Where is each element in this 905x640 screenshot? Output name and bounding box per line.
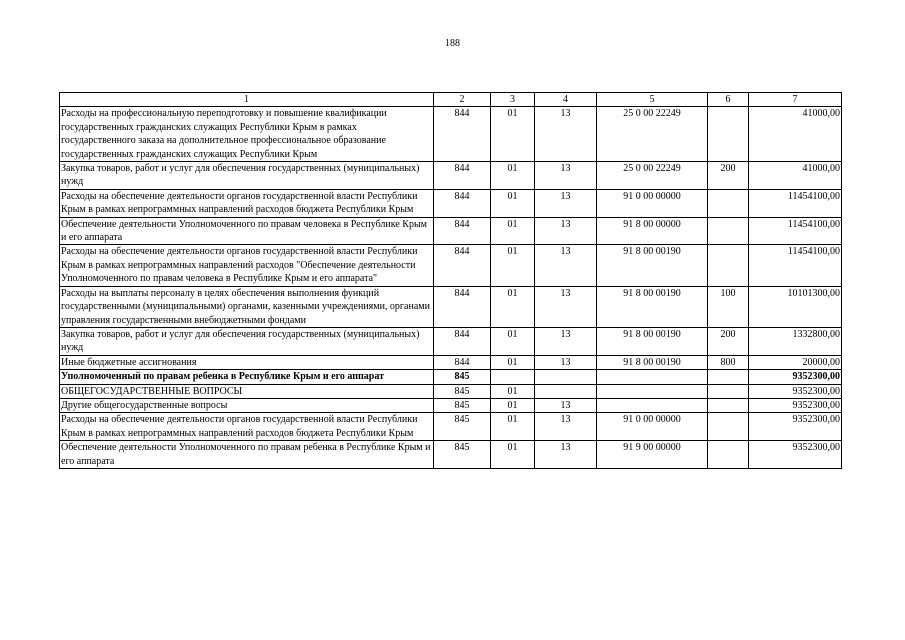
table-row (60, 370, 842, 384)
expense-type-code (708, 107, 749, 162)
expense-type-code: 200 (708, 162, 749, 190)
subsection-code: 13 (535, 162, 597, 190)
amount-value: 9352300,00 (749, 370, 842, 384)
ministry-code: 844 (434, 189, 491, 217)
column-header: 7 (749, 93, 842, 107)
table-row (60, 398, 842, 412)
ministry-code: 845 (434, 384, 491, 398)
table-row (60, 413, 842, 441)
table-row (60, 189, 842, 217)
amount-value: 41000,00 (749, 107, 842, 162)
section-code: 01 (491, 327, 535, 355)
table-row (60, 286, 842, 327)
amount-value: 9352300,00 (749, 441, 842, 469)
row-description: ОБЩЕГОСУДАРСТВЕННЫЕ ВОПРОСЫ (60, 384, 434, 398)
ministry-code: 845 (434, 413, 491, 441)
subsection-code: 13 (535, 107, 597, 162)
expense-type-code (708, 384, 749, 398)
subsection-code: 13 (535, 189, 597, 217)
expense-type-code: 800 (708, 355, 749, 369)
column-header: 4 (535, 93, 597, 107)
ministry-code: 844 (434, 286, 491, 327)
ministry-code: 844 (434, 245, 491, 286)
row-description: Уполномоченный по правам ребенка в Республике Крым и его аппарат (60, 370, 434, 384)
ministry-code: 844 (434, 217, 491, 245)
expense-type-code: 200 (708, 327, 749, 355)
row-description: Иные бюджетные ассигнования (60, 355, 434, 369)
section-code: 01 (491, 162, 535, 190)
section-code: 01 (491, 286, 535, 327)
section-code: 01 (491, 398, 535, 412)
expense-type-code: 100 (708, 286, 749, 327)
table-row (60, 245, 842, 286)
subsection-code (535, 384, 597, 398)
target-article-code (597, 370, 708, 384)
table-row (60, 162, 842, 190)
section-code: 01 (491, 217, 535, 245)
column-header: 6 (708, 93, 749, 107)
subsection-code: 13 (535, 217, 597, 245)
amount-value: 11454100,00 (749, 189, 842, 217)
amount-value: 41000,00 (749, 162, 842, 190)
table-row (60, 107, 842, 162)
section-code: 01 (491, 413, 535, 441)
target-article-code: 25 0 00 22249 (597, 107, 708, 162)
row-description: Обеспечение деятельности Уполномоченного по правам ребенка в Республике Крым и его аппарата (60, 441, 434, 469)
section-code: 01 (491, 245, 535, 286)
ministry-code: 845 (434, 441, 491, 469)
target-article-code (597, 384, 708, 398)
amount-value: 9352300,00 (749, 398, 842, 412)
table-row (60, 327, 842, 355)
target-article-code (597, 398, 708, 412)
section-code: 01 (491, 189, 535, 217)
row-description: Закупка товаров, работ и услуг для обеспечения государственных (муниципальных) нужд (60, 162, 434, 190)
subsection-code (535, 370, 597, 384)
section-code: 01 (491, 107, 535, 162)
target-article-code: 25 0 00 22249 (597, 162, 708, 190)
row-description: Расходы на выплаты персоналу в целях обеспечения выполнения функций государственными (муниципальными) органами, казенными учреждениями, органами управления государственными внебюджетными фондами (60, 286, 434, 327)
amount-value: 1332800,00 (749, 327, 842, 355)
row-description: Расходы на профессиональную переподготовку и повышение квалификации государственных гражданских служащих Республики Крым в рамках государственного заказа на дополнительное профессиональное образование государственных гражданских служащих Республики Крым (60, 107, 434, 162)
subsection-code: 13 (535, 413, 597, 441)
subsection-code: 13 (535, 398, 597, 412)
target-article-code: 91 9 00 00000 (597, 441, 708, 469)
target-article-code: 91 8 00 00000 (597, 217, 708, 245)
amount-value: 11454100,00 (749, 217, 842, 245)
subsection-code: 13 (535, 286, 597, 327)
row-description: Обеспечение деятельности Уполномоченного по правам человека в Республике Крым и его аппарата (60, 217, 434, 245)
section-code: 01 (491, 441, 535, 469)
subsection-code: 13 (535, 245, 597, 286)
target-article-code: 91 8 00 00190 (597, 355, 708, 369)
ministry-code: 844 (434, 162, 491, 190)
column-header: 3 (491, 93, 535, 107)
section-code: 01 (491, 355, 535, 369)
table-row (60, 217, 842, 245)
expense-type-code (708, 413, 749, 441)
amount-value: 11454100,00 (749, 245, 842, 286)
table-row (60, 355, 842, 369)
expense-type-code (708, 189, 749, 217)
column-header: 1 (60, 93, 434, 107)
amount-value: 10101300,00 (749, 286, 842, 327)
column-header: 2 (434, 93, 491, 107)
section-code: 01 (491, 384, 535, 398)
row-description: Расходы на обеспечение деятельности органов государственной власти Республики Крым в рамках непрограммных направлений расходов "Обеспечение деятельности Уполномоченного по правам человека в Республике Крым и его аппарата" (60, 245, 434, 286)
subsection-code: 13 (535, 355, 597, 369)
subsection-code: 13 (535, 441, 597, 469)
table-header-row (60, 93, 842, 107)
ministry-code: 845 (434, 370, 491, 384)
section-code (491, 370, 535, 384)
target-article-code: 91 8 00 00190 (597, 286, 708, 327)
expense-type-code (708, 441, 749, 469)
row-description: Расходы на обеспечение деятельности органов государственной власти Республики Крым в рамках непрограммных направлений расходов бюджета Республики Крым (60, 189, 434, 217)
target-article-code: 91 0 00 00000 (597, 413, 708, 441)
amount-value: 9352300,00 (749, 413, 842, 441)
budget-table (59, 92, 842, 469)
expense-type-code (708, 245, 749, 286)
ministry-code: 844 (434, 107, 491, 162)
amount-value: 9352300,00 (749, 384, 842, 398)
amount-value: 20000,00 (749, 355, 842, 369)
target-article-code: 91 8 00 00190 (597, 327, 708, 355)
target-article-code: 91 0 00 00000 (597, 189, 708, 217)
table-row (60, 441, 842, 469)
ministry-code: 845 (434, 398, 491, 412)
column-header: 5 (597, 93, 708, 107)
row-description: Закупка товаров, работ и услуг для обеспечения государственных (муниципальных) нужд (60, 327, 434, 355)
row-description: Другие общегосударственные вопросы (60, 398, 434, 412)
expense-type-code (708, 217, 749, 245)
table-body (60, 107, 842, 469)
target-article-code: 91 8 00 00190 (597, 245, 708, 286)
page-number: 188 (445, 38, 460, 49)
ministry-code: 844 (434, 355, 491, 369)
expense-type-code (708, 370, 749, 384)
expense-type-code (708, 398, 749, 412)
table-row (60, 384, 842, 398)
subsection-code: 13 (535, 327, 597, 355)
row-description: Расходы на обеспечение деятельности органов государственной власти Республики Крым в рамках непрограммных направлений расходов бюджета Республики Крым (60, 413, 434, 441)
ministry-code: 844 (434, 327, 491, 355)
